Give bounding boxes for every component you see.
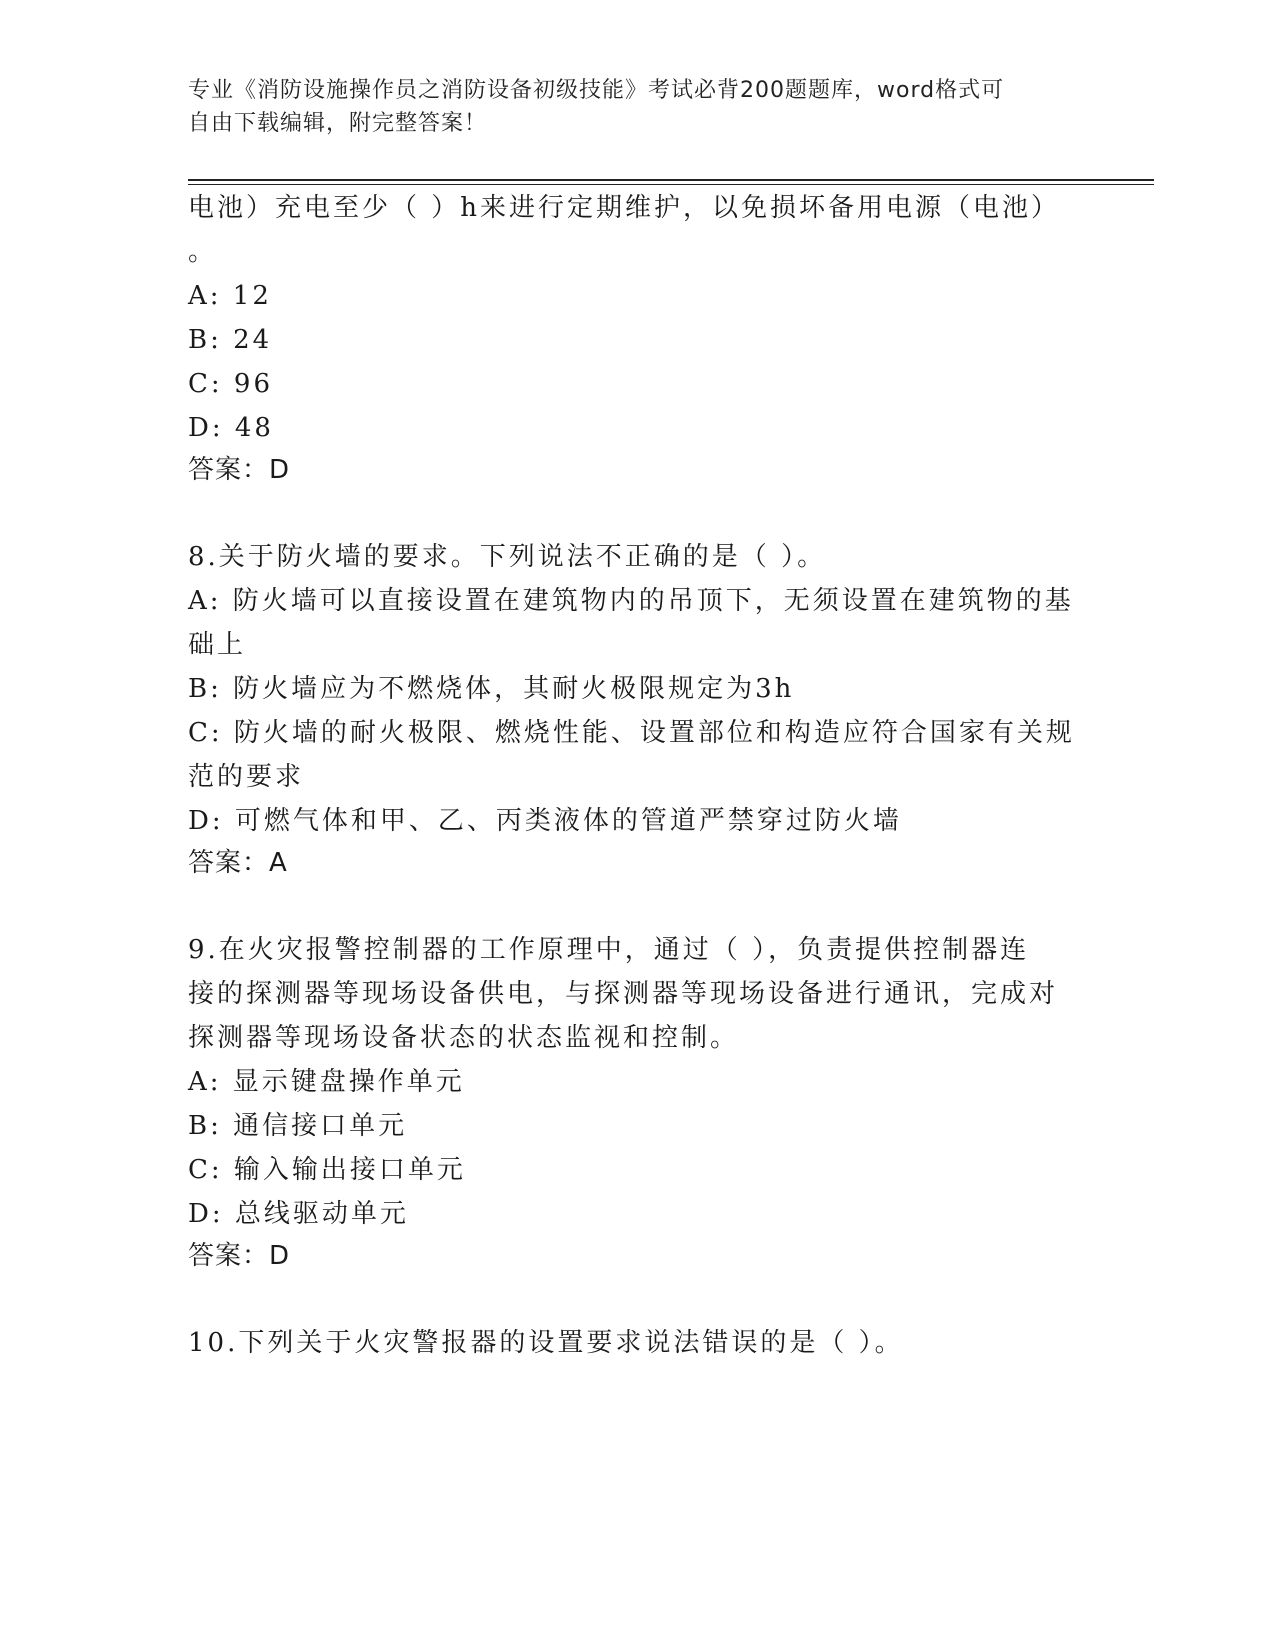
q7-stem-line-1: 电池）充电至少（ ）h来进行定期维护，以免损坏备用电源（电池） <box>188 193 1061 223</box>
q8-option-a-line-2: 础上 <box>188 630 247 660</box>
q7-option-a: A: 12 <box>188 281 272 311</box>
q8-option-a-line-1: A: 防火墙可以直接设置在建筑物内的吊顶下，无须设置在建筑物的基 <box>188 586 1074 616</box>
header-line-2: 自由下载编辑，附完整答案！ <box>188 111 488 136</box>
q9-stem-line-3: 探测器等现场设备状态的状态监视和控制。 <box>188 1023 740 1053</box>
q7-option-b: B: 24 <box>188 325 273 355</box>
q9-option-b: B: 通信接口单元 <box>188 1111 408 1141</box>
q9-stem-line-1: 9.在火灾报警控制器的工作原理中，通过（ ），负责提供控制器连 <box>188 935 1030 965</box>
q9-option-d: D: 总线驱动单元 <box>188 1199 409 1229</box>
q9-answer: 答案：D <box>188 1241 291 1271</box>
q7-option-c: C: 96 <box>188 369 274 399</box>
q8-option-c-line-2: 范的要求 <box>188 762 305 792</box>
header-title <box>188 74 1088 140</box>
q7-stem-line-2: 。 <box>188 237 218 267</box>
q7-option-d: D: 48 <box>188 413 274 443</box>
q9-option-a: A: 显示键盘操作单元 <box>188 1067 465 1097</box>
q8-option-d: D: 可燃气体和甲、乙、丙类液体的管道严禁穿过防火墙 <box>188 806 902 836</box>
q9-option-c: C: 输入输出接口单元 <box>188 1155 466 1185</box>
header-line-1: 专业《消防设施操作员之消防设备初级技能》考试必背200题题库，word格式可 <box>188 78 1005 103</box>
q9-stem-line-2: 接的探测器等现场设备供电，与探测器等现场设备进行通讯，完成对 <box>188 979 1059 1009</box>
q10-stem: 10.下列关于火灾警报器的设置要求说法错误的是（ ）。 <box>188 1328 904 1358</box>
q7-answer: 答案：D <box>188 455 291 485</box>
q8-option-c-line-1: C: 防火墙的耐火极限、燃烧性能、设置部位和构造应符合国家有关规 <box>188 718 1075 748</box>
header-divider-thin <box>188 184 1154 185</box>
q8-stem: 8.关于防火墙的要求。下列说法不正确的是（ ）。 <box>188 542 827 572</box>
q8-answer: 答案：A <box>188 848 288 878</box>
q8-option-b: B: 防火墙应为不燃烧体，其耐火极限规定为3h <box>188 674 795 704</box>
header-divider-thick <box>188 179 1154 181</box>
